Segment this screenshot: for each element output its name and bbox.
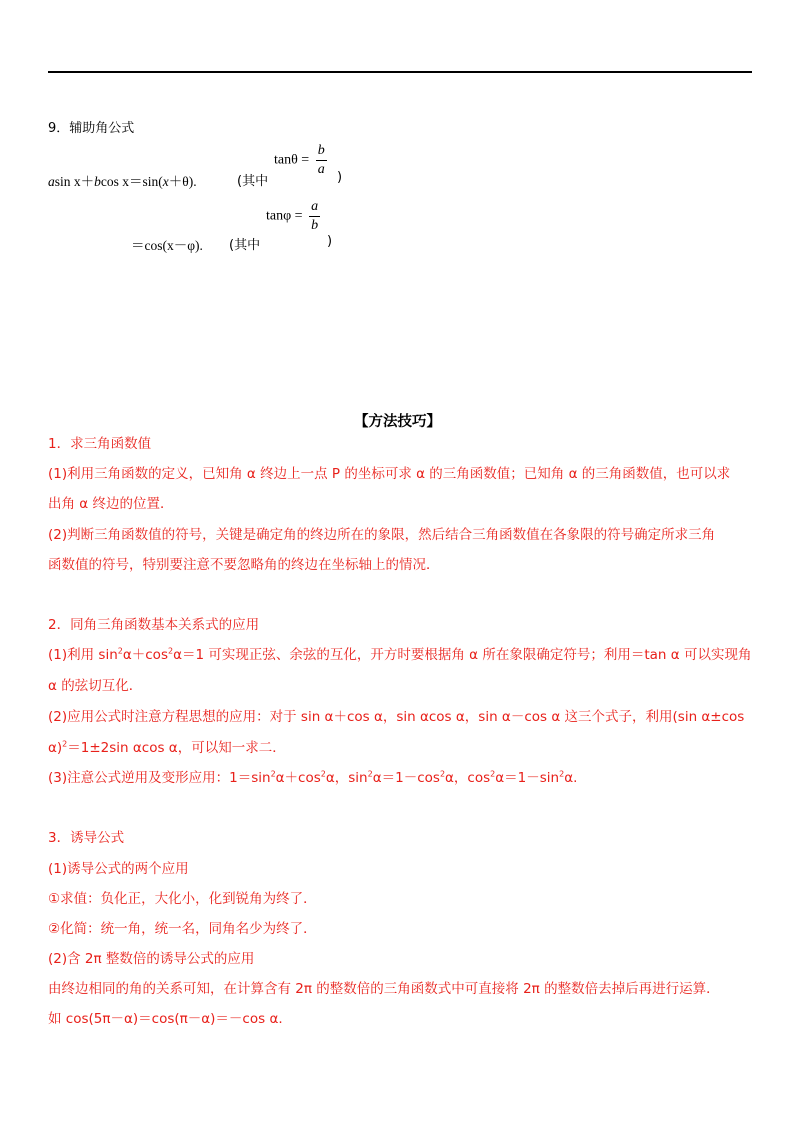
text-segment: α，sin [325,770,368,786]
paragraph-line: (1)利用三角函数的定义，已知角 α 终边上一点 P 的坐标可求 α 的三角函数值；已知角 α 的三角函数值，也可以求 [48,466,731,482]
superscript: 2 [167,646,174,656]
paragraph-line [48,736,286,756]
text-segment: α＝1 可实现正弦、余弦的互化，开方时要根据角 α 所在象限确定符号；利用＝tan α 可以实现角 [173,647,752,663]
note-close-2: ) [327,234,333,249]
text-segment: α＋cos [275,770,321,786]
text-segment: α. [564,770,578,786]
text-segment: (3)注意公式逆用及变形应用：1＝sin [48,770,271,786]
fraction-a-over-b [309,200,320,233]
paragraph-line: (2)含 2π 整数倍的诱导公式的应用 [48,951,255,967]
text-segment: α) [48,740,63,756]
heading-1: 1．求三角函数值 [48,436,152,452]
superscript: 2 [367,769,373,779]
superscript: 2 [439,769,446,779]
formula1-left: sin x＋ [54,174,95,189]
superscript: 2 [559,769,565,779]
paragraph-line: (2)判断三角函数值的符号，关键是确定角的终边所在的象限，然后结合三角函数值在各象限的符号确定所求三角 [48,527,716,543]
formula1-mid: cos x＝sin( [100,174,163,189]
text-segment: (1)利用 sin [48,647,118,663]
paragraph-line: 由终边相同的角的关系可知，在计算含有 2π 的整数倍的三角函数式中可直接将 2π 的整数倍去掉后再进行运算． [48,981,720,997]
paragraph-line: 出角 α 终边的位置． [48,496,174,512]
fraction-numerator: a [309,200,320,217]
text-segment: α＝1－sin [495,770,560,786]
fraction-numerator: b [316,144,327,161]
formula1-right: ＋θ). [168,174,197,189]
superscript: 2 [490,769,496,779]
method-title: 【方法技巧】 [354,414,441,430]
note-open-2: (其中 [229,238,261,253]
heading-2: 2．同角三角函数基本关系式的应用 [48,617,260,633]
superscript: 2 [270,769,276,779]
superscript: 2 [62,739,68,749]
paragraph-line: ①求值：负化正，大化小，化到锐角为终了． [48,891,317,907]
fraction-denominator: b [311,218,319,233]
paragraph-line: 如 cos(5π－α)＝cos(π－α)＝－cos α. [48,1011,283,1027]
paragraph-line [48,766,577,786]
tan-phi-label: tanφ = [266,208,303,224]
note-close-1: ) [337,170,343,185]
superscript: 2 [117,646,123,656]
var-a: a [48,174,55,189]
tan-theta-formula [274,144,327,177]
var-x: x [162,174,169,189]
paragraph-line: (2)应用公式时注意方程思想的应用：对于 sin α＋cos α，sin αcos α，sin α－cos α 这三个式子，利用(sin α±cos [48,709,745,725]
paragraph-line [48,643,751,663]
formula-sin-form [48,170,197,190]
paragraph-line: 函数值的符号，特别要注意不要忽略角的终边在坐标轴上的情况． [48,557,440,573]
fraction-b-over-a [316,144,327,177]
superscript: 2 [320,769,326,779]
text-segment: α，cos [445,770,491,786]
header-rule [48,71,752,73]
text-segment: ＝1±2sin αcos α，可以知一求二． [67,740,286,756]
text-segment: α＝1－cos [372,770,440,786]
paragraph-line: α 的弦切互化． [48,678,143,694]
text-segment: α＋cos [122,647,168,663]
tan-theta-label: tanθ = [274,152,310,168]
var-b: b [94,174,101,189]
section-9-heading: 9．辅助角公式 [48,121,135,136]
note-open-1: (其中 [237,174,269,189]
fraction-denominator: a [317,162,325,177]
formula-cos-form: ＝cos(x－φ). [131,238,203,253]
heading-3: 3．诱导公式 [48,830,125,846]
paragraph-line: (1)诱导公式的两个应用 [48,861,189,877]
paragraph-line: ②化简：统一角，统一名，同角名少为终了． [48,921,317,937]
tan-phi-formula [266,200,320,233]
